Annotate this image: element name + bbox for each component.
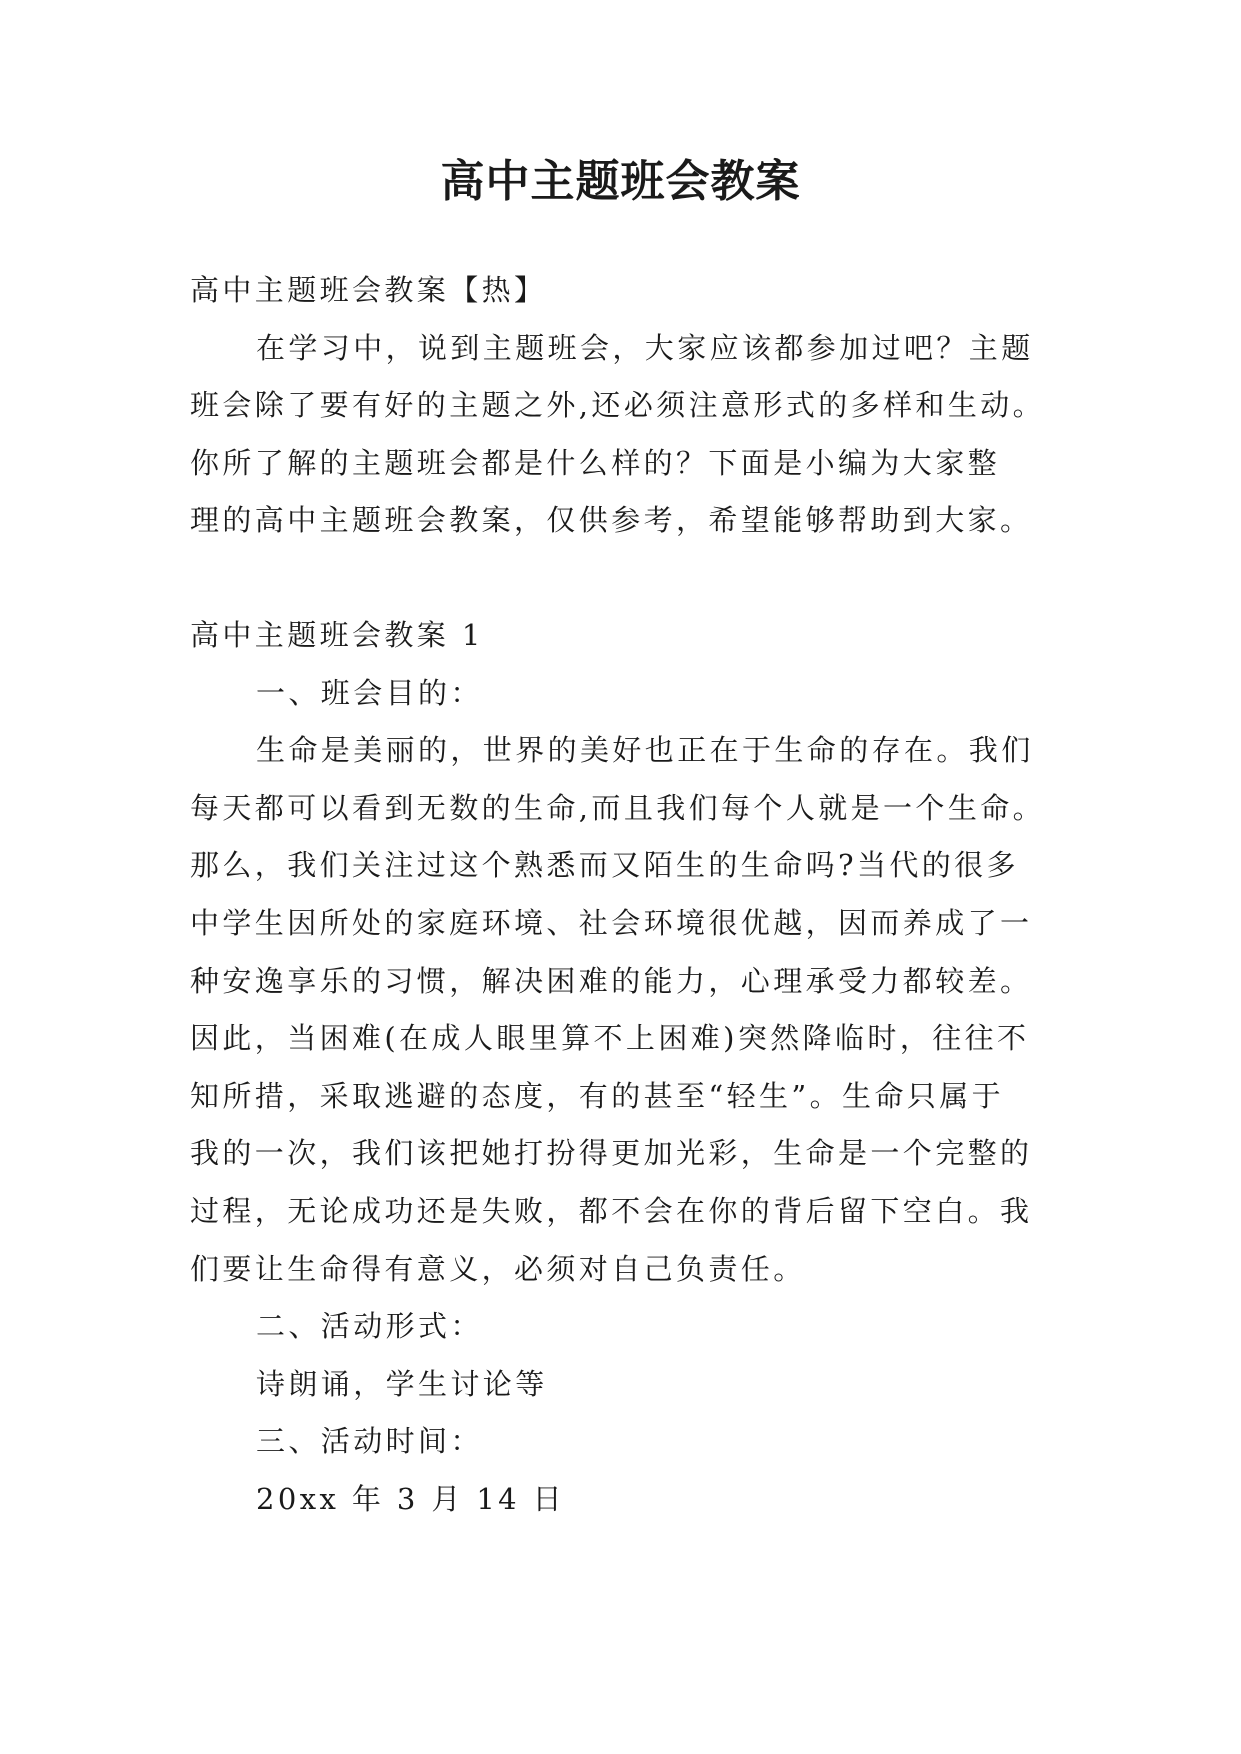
intro-line-4: 理的高中主题班会教案，仅供参考，希望能够帮助到大家。 [190, 503, 1033, 538]
document-subtitle: 高中主题班会教案【热】 [190, 273, 547, 307]
section1-heading: 高中主题班会教案 1 [190, 617, 484, 652]
intro-line-2: 班会除了要有好的主题之外,还必须注意形式的多样和生动。 [190, 388, 1046, 423]
item1-line-4: 中学生因所处的家庭环境、社会环境很优越，因而养成了一 [190, 905, 1033, 940]
item3-heading: 三、活动时间： [256, 1424, 483, 1459]
item2-text: 诗朗诵，学生讨论等 [256, 1366, 548, 1401]
item1-line-2: 每天都可以看到无数的生命,而且我们每个人就是一个生命。 [190, 790, 1046, 825]
document-body [190, 262, 1060, 1528]
item2-heading: 二、活动形式： [256, 1309, 483, 1344]
item1-line-7: 知所措，采取逃避的态度，有的甚至“轻生”。生命只属于 [190, 1078, 1005, 1113]
item1-line-5: 种安逸享乐的习惯，解决困难的能力，心理承受力都较差。 [190, 963, 1033, 998]
item1-line-10: 们要让生命得有意义，必须对自己负责任。 [190, 1251, 806, 1286]
item1-line-6: 因此，当困难(在成人眼里算不上困难)突然降临时，往往不 [190, 1021, 1030, 1056]
item1-line-3: 那么，我们关注过这个熟悉而又陌生的生命吗?当代的很多 [190, 848, 1019, 883]
item1-line-8: 我的一次，我们该把她打扮得更加光彩，生命是一个完整的 [190, 1136, 1033, 1171]
item1-line-1: 生命是美丽的，世界的美好也正在于生命的存在。我们 [256, 733, 1034, 768]
intro-line-3: 你所了解的主题班会都是什么样的？下面是小编为大家整 [190, 445, 1001, 480]
spacer [190, 550, 1060, 607]
intro-line-1: 在学习中，说到主题班会，大家应该都参加过吧？主题 [256, 330, 1034, 365]
document-title: 高中主题班会教案 [440, 156, 801, 207]
item3-text: 20xx 年 3 月 14 日 [256, 1481, 566, 1516]
item1-line-9: 过程，无论成功还是失败，都不会在你的背后留下空白。我 [190, 1193, 1033, 1228]
item1-heading: 一、班会目的： [256, 675, 483, 710]
